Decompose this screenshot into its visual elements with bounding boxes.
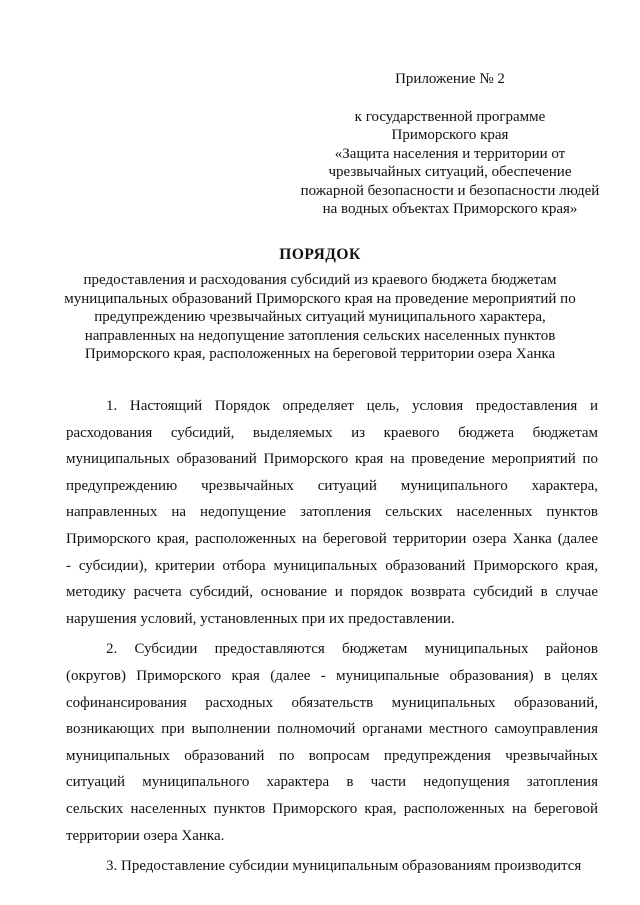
appendix-number: Приложение № 2 <box>395 71 505 87</box>
subtitle-line: направленных на недопущение затопления сельских населенных пунктов <box>84 327 556 344</box>
paragraph-line: Приморского края, расположенных на береговой территории озера Ханка (далее <box>66 530 598 547</box>
appendix-line: Приморского края <box>391 127 509 143</box>
subtitle-line: предоставления и расходования субсидий из краевого бюджета бюджетам <box>83 272 557 288</box>
paragraph-line: предупреждению чрезвычайных ситуаций муниципального характера, <box>66 477 598 494</box>
paragraph-line: 2. Субсидии предоставляются бюджетам муниципальных районов <box>106 641 598 658</box>
subtitle-line: предупреждению чрезвычайных ситуаций муниципального характера, <box>94 309 546 325</box>
paragraph-line: расходования субсидий, выделяемых из краевого бюджета бюджетам <box>66 424 598 441</box>
appendix-line: на водных объектах Приморского края» <box>322 201 578 217</box>
paragraph-3 <box>66 853 598 880</box>
paragraph-line: ситуаций муниципального характера в части недопущения затопления <box>66 774 598 791</box>
paragraph-2 <box>66 636 598 849</box>
paragraph-line: возникающих при выполнении полномочий органами местного самоуправления <box>66 721 598 738</box>
paragraph-line: 1. Настоящий Порядок определяет цель, условия предоставления и <box>106 398 598 414</box>
appendix-line: «Защита населения и территории от <box>334 145 566 162</box>
subtitle-line: Приморского края, расположенных на береговой территории озера Ханка <box>84 346 556 362</box>
paragraph-line: муниципальных образований по вопросам предупреждения чрезвычайных <box>66 747 598 764</box>
document-title: ПОРЯДОК <box>279 246 361 263</box>
paragraph-line: территории озера Ханка. <box>66 827 225 844</box>
subtitle-line: муниципальных образований Приморского края на проведение мероприятий по <box>64 290 576 307</box>
paragraph-line: - субсидии), критерии отбора муниципальных образований Приморского края, <box>66 557 598 574</box>
paragraph-line: сельских населенных пунктов Приморского края, расположенных на береговой <box>66 800 598 817</box>
appendix-header <box>300 70 600 219</box>
document-body <box>66 393 598 880</box>
document-subtitle <box>40 271 600 364</box>
paragraph-line: нарушения условий, установленных при их предоставлении. <box>66 610 455 627</box>
paragraph-line: методику расчета субсидий, основание и порядок возврата субсидий в случае <box>66 584 598 601</box>
paragraph-line: (округов) Приморского края (далее - муниципальные образования) в целях <box>66 667 598 684</box>
paragraph-line: софинансирования расходных обязательств муниципальных образований, <box>66 694 598 711</box>
appendix-line: к государственной программе <box>354 108 546 125</box>
paragraph-line: 3. Предоставление субсидии муниципальным образованиям производится <box>106 858 582 875</box>
appendix-line: пожарной безопасности и безопасности людей <box>300 182 600 199</box>
paragraph-1 <box>66 393 598 632</box>
appendix-line: чрезвычайных ситуаций, обеспечение <box>328 164 572 180</box>
paragraph-line: муниципальных образований Приморского края на проведение мероприятий по <box>66 451 598 468</box>
paragraph-line: направленных на недопущение затопления сельских населенных пунктов <box>66 504 598 521</box>
